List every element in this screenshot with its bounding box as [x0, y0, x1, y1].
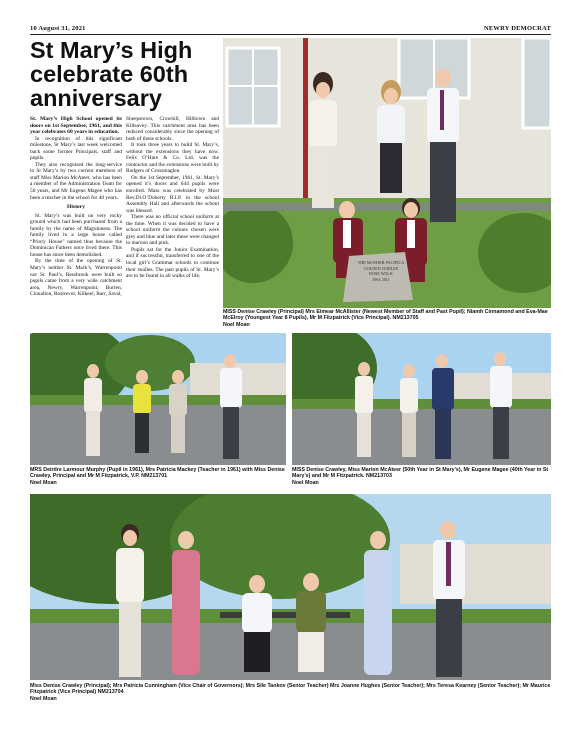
photo-credit: Noel Moan: [30, 695, 57, 702]
caption-bottom-photo: Miss Denise Crawley (Principal); Mrs Patricia Cunningham (Vice Chair of Governors); Mrs Sile Tankov (Senior Teacher) Mrs Joanne Hughes (Senior Teacher); Mrs Teresa Kearney (Senior Teacher); Mr Maurice Fitzpatrick (Vice Principal) NM213704 Noel Moan: [30, 683, 551, 702]
photo-mid-left: [30, 333, 286, 465]
article-column-2: [126, 116, 219, 280]
article-paragraph: St. Mary’s was built on very rocky ground which had been purchased from a family by the name of Maguinness. The family lived in a large house called “Priory House” named thus because the Dominican Fathers once lived there. This house has since been demolished.: [30, 212, 122, 258]
headline: St Mary’s High celebrate 60th anniversary: [30, 37, 193, 111]
caption-mid-left: MRS Deirdre Larmour Murphy (Pupil in 1961), Mrs Patricia Mackey (Teacher in 1961) with Miss Denise Crawley, Principal and Mr M Fitzpatrick, V.P. NM213701 Noel Moan: [30, 467, 285, 486]
photo-credit: Noel Moan: [30, 479, 57, 486]
header-rule: [30, 34, 551, 35]
article-paragraph: It took three years to build St. Mary’s, without the extensions they have now. Felix O’Hare & Co. Ltd. was the contractor and the extensions were built by Rodgers of Crossmaglen.: [126, 142, 219, 175]
article-paragraph: Sheepstown, Crowhill, Hilltown and Killeavey. This catchment area has been reduced considerably since the opening of both of these schools.: [126, 116, 219, 142]
article-paragraph: St. Mary’s High School opened its doors on 1st September, 1961, and this year celebrates 60 years in education.: [30, 116, 122, 136]
photo-credit: Noel Moan: [292, 479, 319, 486]
section-subhead: History: [66, 204, 86, 211]
plaque-line: 1961 2011: [372, 276, 390, 282]
plaque-inscription: [351, 260, 411, 282]
plaque-line: THE MOTHER PACIFICA: [357, 260, 405, 265]
article-column-1: [30, 116, 122, 298]
issue-date: 10 August 31, 2021: [30, 25, 86, 32]
photo-top-group: [223, 38, 551, 308]
article-paragraph: They also recognised the long-service to St Mary’s by two current members of staff Miss Marion McAteer, who has been a member of the Administration Team for 50 years, and Mr Eugene Magee who has been a teacher in the school for 40 years.: [30, 161, 122, 201]
article-paragraph: There was no official school uniform at the time. When it was decided to have a school uniform the colours chosen were grey and blue and later these were changed to maroon and pink.: [126, 214, 219, 247]
photo-mid-right: [292, 333, 551, 465]
photo-credit: Noel Moan: [223, 321, 250, 328]
article-paragraph: On the 1st September, 1961, St. Mary’s opened it’s doors and 644 pupils were enrolled. Mass was celebrated by Most Rev.Dr.O’Doherty R.I.P. in the school Assembly Hall and afterwards the school was blessed.: [126, 174, 219, 214]
article-paragraph: By the time of the opening of St. Mary’s neither St. Mark’s, Warrenpoint nor St. Paul’s, Bessbrook were built so pupils came from a very wide catchment area, Newry, Warrenpoint, Burren, Clonallon, Rostrevor, Kilkeel, Barr, Saval,: [30, 258, 122, 298]
caption-mid-right: MISS Denise Crawley, Miss Marion McAteer (50th Year in St Mary’s), Mr Eugene Magee (40th Year in St Mary’s) and Mr M Fitzpatrick. NM213703 Noel Moan: [292, 467, 549, 486]
caption-top-photo: MISS Denise Crawley (Principal) Mrs Eimear McAllister (Newest Member of Staff and Past Pupil); Niamh Cinnamond and Eva-Mae McElroy (Youngest Year 8 Pupils), Mr M Fitzpatrick (Vice Principal). NM213705 Noel Moan: [223, 309, 548, 328]
article-paragraph: Pupils sat for the Junior Examination, and if successful, transferred to one of the local girl’s Grammar schools to continue their studies. The past pupils of St. Mary’s are to be found in all walks of life.: [126, 246, 219, 280]
plaque-line: ROSE WALK: [369, 271, 393, 276]
plaque-line: GOLDEN JUBILEE: [363, 265, 399, 271]
photo-bottom-group: [30, 494, 551, 680]
article-paragraph: In recognition of this significant milestone, St Mary’s last week welcomed back some former Principals, staff and pupils.: [30, 135, 122, 162]
paper-name: NEWRY DEMOCRAT: [483, 25, 551, 32]
